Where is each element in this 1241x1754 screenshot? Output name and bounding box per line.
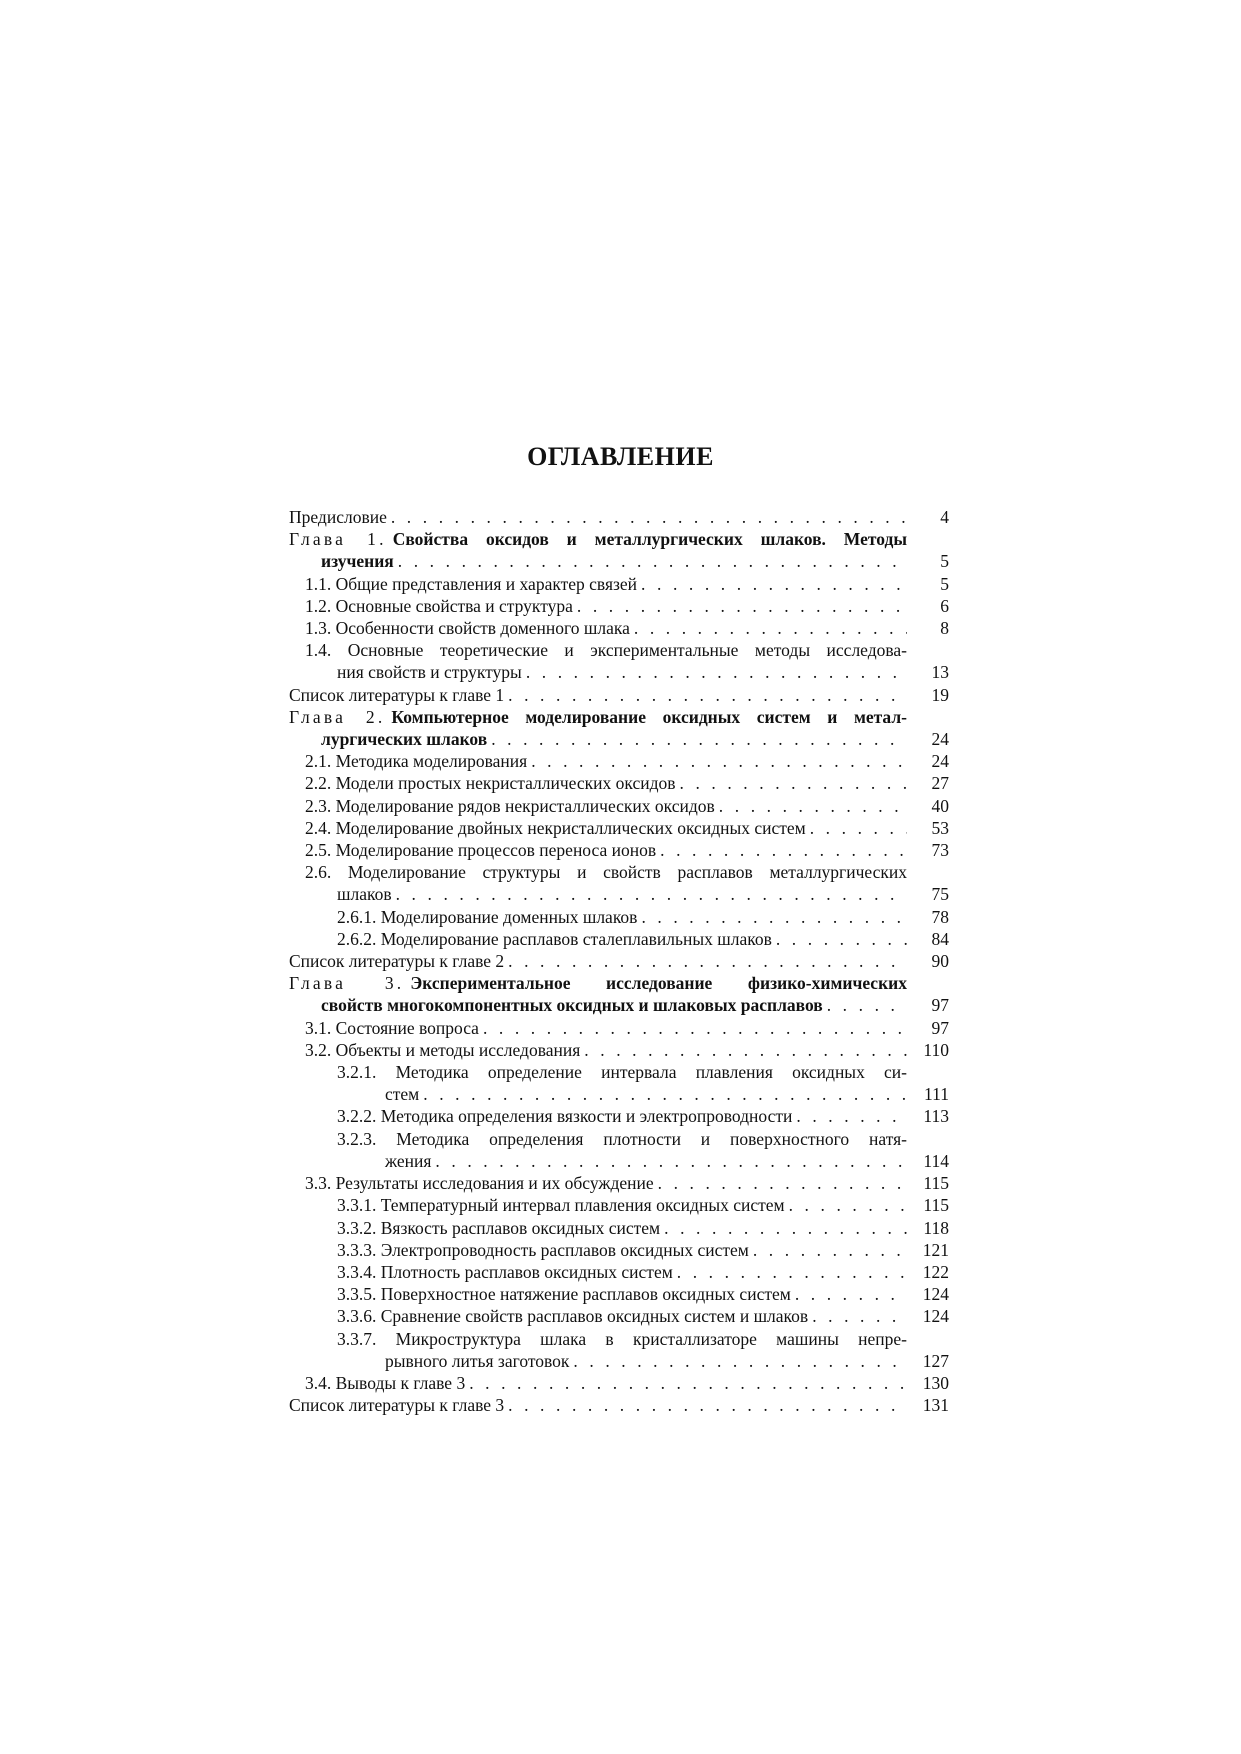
toc-entry-text: 3.3.3. Электропроводность расплавов оксидных систем xyxy=(337,1239,749,1260)
table-of-contents xyxy=(289,506,949,1416)
toc-entry-text-line2: ния свойств и структуры xyxy=(337,662,522,683)
toc-entry-section[interactable] xyxy=(289,795,949,817)
dot-leader xyxy=(491,728,907,750)
toc-entry-text-line2: стем xyxy=(385,1084,420,1105)
toc-page-number: 97 xyxy=(931,1017,949,1038)
dot-leader xyxy=(508,950,907,972)
toc-entry-subsection[interactable] xyxy=(289,1283,949,1305)
dot-leader xyxy=(435,1150,907,1172)
toc-page-number: 24 xyxy=(931,729,949,750)
toc-entry-chapter-3[interactable] xyxy=(289,972,949,1016)
dot-leader xyxy=(660,839,907,861)
toc-entry-text-line2: шлаков xyxy=(337,884,392,905)
toc-entry-text: 3.3. Результаты исследования и их обсуждение xyxy=(305,1173,654,1194)
dot-leader xyxy=(641,573,907,595)
dot-leader xyxy=(641,906,907,928)
page-title: ОГЛАВЛЕНИЕ xyxy=(527,442,714,471)
dot-leader xyxy=(664,1217,907,1239)
toc-entry-text: Предисловие xyxy=(289,507,387,527)
toc-entry-subsection[interactable] xyxy=(289,1105,949,1127)
toc-entry-text-line2: жения xyxy=(385,1150,432,1171)
dot-leader xyxy=(584,1039,907,1061)
toc-entry-text: 3.3.5. Поверхностное натяжение расплавов оксидных систем xyxy=(337,1284,791,1305)
toc-entry-text: 2.2. Модели простых некристаллических оксидов xyxy=(305,773,676,794)
toc-entry-section[interactable] xyxy=(289,861,949,905)
toc-page-number: 27 xyxy=(931,773,949,794)
toc-entry-text: 2.6.2. Моделирование расплавов сталеплавильных шлаков xyxy=(337,928,772,949)
toc-entry-text: Список литературы к главе 3 xyxy=(289,1395,505,1416)
toc-entry-section[interactable] xyxy=(289,750,949,772)
toc-page-number: 6 xyxy=(940,595,949,616)
toc-entry-text: 2.5. Моделирование процессов переноса ионов xyxy=(305,840,657,861)
toc-entry-text: Список литературы к главе 2 xyxy=(289,951,505,972)
toc-entry-text-line1: 3.3.7. Микроструктура шлака в кристаллизаторе машины непре- xyxy=(337,1328,907,1349)
toc-entry-section[interactable] xyxy=(289,595,949,617)
toc-page-number: 8 xyxy=(940,618,949,639)
toc-entry-section[interactable] xyxy=(289,639,949,683)
toc-page-number: 121 xyxy=(922,1239,949,1260)
dot-leader xyxy=(526,661,907,683)
toc-entry-text-line1: 1.4. Основные теоретические и экспериментальные методы исследова- xyxy=(305,640,907,661)
toc-entry-subsection[interactable] xyxy=(289,1328,949,1372)
chapter-title-line2: лургических шлаков xyxy=(321,729,488,750)
toc-entry-section[interactable] xyxy=(289,617,949,639)
toc-entry-subsection[interactable] xyxy=(289,1194,949,1216)
toc-entry-subsection[interactable] xyxy=(289,1128,949,1172)
dot-leader xyxy=(483,1017,907,1039)
toc-entry-references-1[interactable] xyxy=(289,684,949,706)
dot-leader xyxy=(398,550,907,572)
toc-entry-text: 3.2. Объекты и методы исследования xyxy=(305,1039,581,1060)
toc-page-number: 124 xyxy=(922,1284,949,1305)
toc-entry-text: 3.3.4. Плотность расплавов оксидных систем xyxy=(337,1261,673,1282)
toc-entry-chapter-1[interactable] xyxy=(289,528,949,572)
toc-page-number: 5 xyxy=(940,551,949,572)
toc-entry-text-line1: 2.6. Моделирование структуры и свойств расплавов металлургических xyxy=(305,862,907,883)
dot-leader xyxy=(795,1283,907,1305)
toc-entry-text-line1: 3.2.1. Методика определение интервала плавления оксидных си- xyxy=(337,1062,907,1083)
dot-leader xyxy=(776,928,907,950)
dot-leader xyxy=(391,506,907,528)
toc-entry-section[interactable] xyxy=(289,573,949,595)
toc-entry-section[interactable] xyxy=(289,1372,949,1394)
toc-entry-text: 2.3. Моделирование рядов некристаллических оксидов xyxy=(305,795,715,816)
dot-leader xyxy=(469,1372,907,1394)
toc-page-number: 124 xyxy=(922,1306,949,1327)
dot-leader xyxy=(796,1105,907,1127)
toc-entry-section[interactable] xyxy=(289,772,949,794)
dot-leader xyxy=(753,1239,907,1261)
toc-page-number: 110 xyxy=(923,1039,949,1060)
toc-entry-text-line2: рывного литья заготовок xyxy=(385,1350,570,1371)
toc-entry-text: 2.6.1. Моделирование доменных шлаков xyxy=(337,906,638,927)
toc-entry-subsection[interactable] xyxy=(289,1261,949,1283)
toc-entry-text: Список литературы к главе 1 xyxy=(289,684,505,705)
toc-entry-text: 3.3.1. Температурный интервал плавления оксидных систем xyxy=(337,1195,785,1216)
toc-entry-subsection[interactable] xyxy=(289,1239,949,1261)
dot-leader xyxy=(577,595,907,617)
dot-leader xyxy=(677,1261,907,1283)
toc-page-number: 127 xyxy=(922,1350,949,1371)
toc-page-number: 97 xyxy=(931,995,949,1016)
toc-page-number: 5 xyxy=(940,573,949,594)
dot-leader xyxy=(396,883,907,905)
chapter-title-line2: свойств многокомпонентных оксидных и шлаковых расплавов xyxy=(321,995,823,1016)
toc-entry-text: 3.3.6. Сравнение свойств расплавов оксидных систем и шлаков xyxy=(337,1306,809,1327)
toc-page-number: 90 xyxy=(931,951,949,972)
chapter-title-line1: Экспериментальное исследование физико-химических xyxy=(410,973,907,994)
toc-entry-section[interactable] xyxy=(289,1039,949,1061)
dot-leader xyxy=(508,1394,907,1416)
dot-leader xyxy=(810,817,907,839)
dot-leader xyxy=(573,1350,907,1372)
dot-leader xyxy=(789,1194,907,1216)
toc-entry-subsection[interactable] xyxy=(289,906,949,928)
toc-page-number: 53 xyxy=(931,817,949,838)
toc-entry-section[interactable] xyxy=(289,1017,949,1039)
dot-leader xyxy=(658,1172,907,1194)
toc-page-number: 40 xyxy=(931,795,949,816)
toc-page-number: 115 xyxy=(923,1195,949,1216)
dot-leader xyxy=(531,750,907,772)
toc-page-number: 19 xyxy=(931,684,949,705)
toc-page-number: 13 xyxy=(931,662,949,683)
toc-entry-text: 3.2.2. Методика определения вязкости и электропроводности xyxy=(337,1106,793,1127)
toc-entry-section[interactable] xyxy=(289,817,949,839)
toc-entry-text: 3.1. Состояние вопроса xyxy=(305,1017,479,1038)
toc-page-number: 131 xyxy=(922,1395,949,1416)
toc-page-number: 78 xyxy=(931,906,949,927)
toc-page-number: 130 xyxy=(922,1372,949,1393)
chapter-title-line2: изучения xyxy=(321,551,394,572)
toc-page-number: 84 xyxy=(931,928,949,949)
dot-leader xyxy=(423,1083,907,1105)
chapter-label: Глава 3. xyxy=(289,973,405,994)
chapter-title-line1: Свойства оксидов и металлургических шлаков. Методы xyxy=(392,529,907,550)
toc-page-number: 24 xyxy=(931,751,949,772)
toc-entry-text: 2.1. Методика моделирования xyxy=(305,751,528,772)
toc-entry-subsection[interactable] xyxy=(289,1217,949,1239)
toc-page-number: 4 xyxy=(940,507,949,527)
toc-page-number: 122 xyxy=(922,1261,949,1282)
toc-entry-section[interactable] xyxy=(289,839,949,861)
dot-leader xyxy=(827,994,907,1016)
toc-page-number: 114 xyxy=(923,1150,949,1171)
toc-entry-subsection[interactable] xyxy=(289,1061,949,1105)
toc-page-number: 118 xyxy=(923,1217,949,1238)
toc-page-number: 115 xyxy=(923,1173,949,1194)
toc-entry-references-2[interactable] xyxy=(289,950,949,972)
toc-entry-text: 1.1. Общие представления и характер связей xyxy=(305,573,638,594)
dot-leader xyxy=(508,684,907,706)
toc-page-number: 111 xyxy=(924,1084,949,1105)
chapter-label: Глава 1. xyxy=(289,529,387,550)
toc-entry-preface[interactable] xyxy=(289,506,949,528)
toc-entry-chapter-2[interactable] xyxy=(289,706,949,750)
dot-leader xyxy=(680,772,908,794)
toc-entry-text: 1.3. Особенности свойств доменного шлака xyxy=(305,618,630,639)
dot-leader xyxy=(634,617,907,639)
dot-leader xyxy=(719,795,907,817)
toc-entry-section[interactable] xyxy=(289,1172,949,1194)
chapter-label: Глава 2. xyxy=(289,706,386,727)
toc-entry-subsection[interactable] xyxy=(289,1305,949,1327)
toc-page-number: 75 xyxy=(931,884,949,905)
toc-page-number: 113 xyxy=(923,1106,949,1127)
toc-entry-text: 2.4. Моделирование двойных некристаллических оксидных систем xyxy=(305,817,806,838)
toc-entry-references-3[interactable] xyxy=(289,1394,949,1416)
toc-page-number: 73 xyxy=(931,840,949,861)
toc-entry-text: 3.3.2. Вязкость расплавов оксидных систем xyxy=(337,1217,661,1238)
toc-entry-text: 3.4. Выводы к главе 3 xyxy=(305,1372,466,1393)
toc-entry-text-line1: 3.2.3. Методика определения плотности и поверхностного натя- xyxy=(337,1128,907,1149)
toc-entry-text: 1.2. Основные свойства и структура xyxy=(305,595,573,616)
dot-leader xyxy=(812,1305,907,1327)
chapter-title-line1: Компьютерное моделирование оксидных систем и метал- xyxy=(391,706,907,727)
toc-entry-subsection[interactable] xyxy=(289,928,949,950)
